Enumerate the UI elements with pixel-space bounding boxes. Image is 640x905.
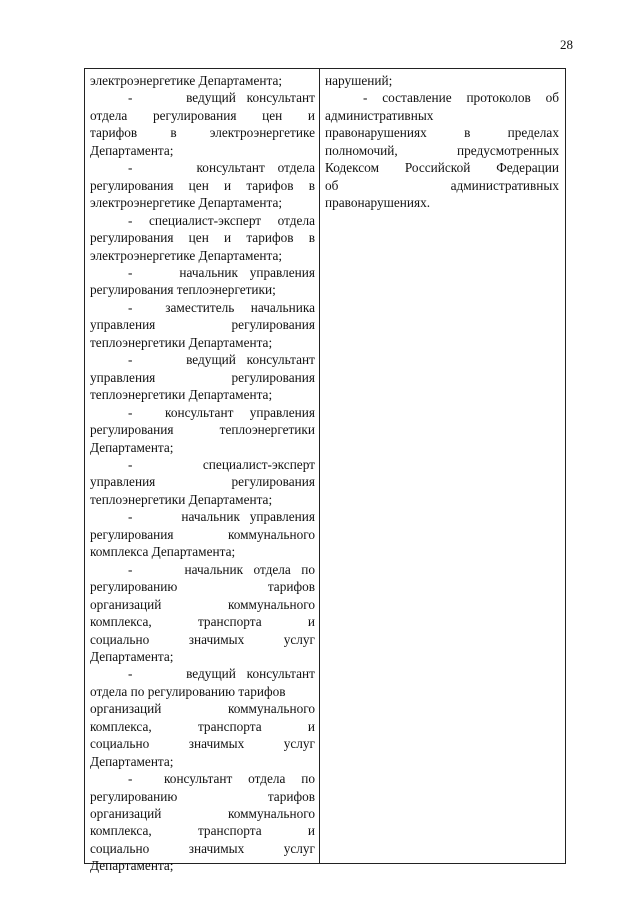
text-line: комплекса, транспорта и <box>90 614 315 630</box>
text-line: электроэнергетике Департамента; <box>90 195 283 211</box>
text-line: Департамента; <box>90 439 174 455</box>
text-line: регулирования теплоэнергетики; <box>90 282 276 298</box>
text-line: - специалист-эксперт <box>128 456 315 472</box>
text-line: организаций коммунального <box>90 701 315 717</box>
text-line: полномочий, предусмотренных <box>325 142 559 158</box>
text-line: комплекса, транспорта и <box>90 718 315 734</box>
text-line: комплекса, транспорта и <box>90 823 315 839</box>
text-line: управления регулирования <box>90 317 315 333</box>
text-line: регулирования цен и тарифов в <box>90 230 315 246</box>
text-line: организаций коммунального <box>90 596 315 612</box>
text-line: электроэнергетике Департамента; <box>90 73 283 88</box>
table-cell-left <box>85 69 320 874</box>
text-line: Департамента; <box>90 858 174 874</box>
text-line: - начальник отдела по <box>128 561 315 577</box>
text-line: - ведущий консультант <box>128 666 315 682</box>
text-line: - составление протоколов об <box>363 90 559 106</box>
text-line: организаций коммунального <box>90 806 315 822</box>
text-line: правонарушениях. <box>325 195 431 211</box>
text-line: - заместитель начальника <box>128 299 315 315</box>
text-line: - консультант управления <box>128 404 315 420</box>
text-line: отдела регулирования цен и <box>90 107 315 123</box>
text-line: - ведущий консультант <box>128 90 315 106</box>
text-line: регулирования цен и тарифов в <box>90 177 315 193</box>
text-line: социально значимых услуг <box>90 736 315 752</box>
text-line: Департамента; <box>90 142 174 158</box>
text-line: регулирования теплоэнергетики <box>90 422 315 438</box>
text-line: теплоэнергетики Департамента; <box>90 491 273 507</box>
text-line: Кодексом Российской Федерации <box>325 160 559 176</box>
text-line: теплоэнергетики Департамента; <box>90 387 273 403</box>
text-line: социально значимых услуг <box>90 840 315 856</box>
text-line: тарифов в электроэнергетике <box>90 125 315 141</box>
text-line: правонарушениях в пределах <box>325 125 559 141</box>
text-line: - специалист-эксперт отдела <box>128 212 315 228</box>
text-line: управления регулирования <box>90 474 315 490</box>
text-line: об административных <box>325 177 559 193</box>
text-line: - начальник управления <box>128 509 315 525</box>
text-line: управления регулирования <box>90 369 315 385</box>
text-line: теплоэнергетики Департамента; <box>90 334 273 350</box>
text-line: - начальник управления <box>128 264 315 280</box>
text-line: регулированию тарифов <box>90 788 315 804</box>
text-line: Департамента; <box>90 648 174 664</box>
document-table <box>84 68 566 874</box>
text-line: - консультант отдела по <box>128 771 315 787</box>
text-line: регулирования коммунального <box>90 526 315 542</box>
text-line: административных <box>325 107 434 123</box>
text-line: - консультант отдела <box>128 160 315 176</box>
text-line: отдела по регулированию тарифов <box>90 683 286 699</box>
text-line: комплекса Департамента; <box>90 544 236 560</box>
text-line: - ведущий консультант <box>128 352 315 368</box>
text-line: социально значимых услуг <box>90 631 315 647</box>
table-cell-right <box>320 69 565 863</box>
text-line: электроэнергетике Департамента; <box>90 247 283 263</box>
text-line: регулированию тарифов <box>90 579 315 595</box>
page-number: 28 <box>560 37 573 52</box>
text-line: Департамента; <box>90 753 174 769</box>
text-line: нарушений; <box>325 73 393 88</box>
